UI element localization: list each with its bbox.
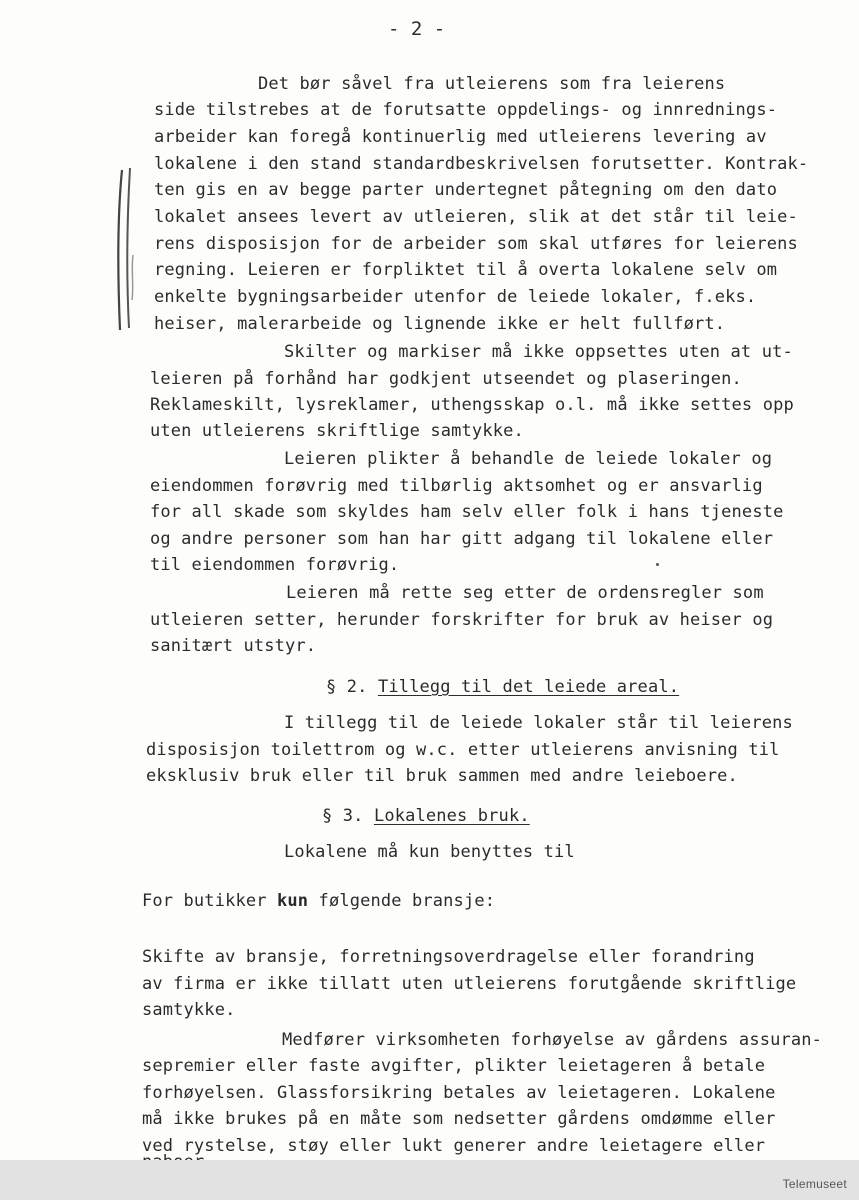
- page-number: - 2 -: [388, 18, 446, 40]
- para3-line-5: til eiendommen forøvrig.: [150, 555, 400, 575]
- speck: [656, 563, 659, 566]
- para1-line-9: enkelte bygningsarbeider utenfor de leiede lokaler, f.eks.: [154, 287, 757, 307]
- section-2-title: Tillegg til det leiede areal.: [377, 677, 680, 697]
- para6-line-1: Skifte av bransje, forretningsoverdragelse eller forandring: [142, 947, 755, 967]
- para5-line-2: disposisjon toilettrom og w.c. etter utleierens anvisning til: [146, 740, 780, 760]
- branch-bold: kun: [277, 891, 309, 911]
- section-3-heading: [322, 806, 530, 826]
- para3-line-3: for all skade som skyldes ham selv eller folk i hans tjeneste: [150, 502, 784, 522]
- para4-line-1: Leieren må rette seg etter de ordensregler som: [286, 583, 764, 603]
- para1-line-6: lokalet ansees levert av utleieren, slik at det står til leie-: [154, 207, 798, 227]
- para6-line-3: samtykke.: [142, 1000, 236, 1020]
- para2-line-1: Skilter og markiser må ikke oppsettes uten at ut-: [284, 342, 793, 362]
- para7-line-2: sepremier eller faste avgifter, plikter leietageren å betale: [142, 1056, 766, 1076]
- para2-line-3: Reklameskilt, lysreklamer, uthengsskap o.l. må ikke settes opp: [150, 395, 794, 415]
- para1-line-10: heiser, malerarbeide og lignende ikke er helt fullført.: [154, 314, 726, 334]
- para1-line-7: rens disposisjon for de arbeider som skal utføres for leierens: [154, 234, 798, 254]
- section-3-number: § 3.: [322, 806, 364, 826]
- para1-line-1: Det bør såvel fra utleierens som fra leierens: [258, 74, 726, 94]
- para7-line-1: Medfører virksomheten forhøyelse av gårdens assuran-: [282, 1030, 823, 1050]
- para6-line-2: av firma er ikke tillatt uten utleierens forutgående skriftlige: [142, 974, 797, 994]
- section-2-number: § 2.: [326, 677, 368, 697]
- branch-line: [142, 891, 495, 911]
- para4-line-3: sanitært utstyr.: [150, 636, 317, 656]
- handwritten-margin-mark: [112, 160, 142, 340]
- para7-line-4: må ikke brukes på en måte som nedsetter gårdens omdømme eller: [142, 1109, 776, 1129]
- para4-line-2: utleieren setter, herunder forskrifter for bruk av heiser og: [150, 610, 774, 630]
- para1-line-4: lokalene i den stand standardbeskrivelsen forutsetter. Kontrak-: [154, 154, 809, 174]
- para1-line-3: arbeider kan foregå kontinuerlig med utleierens levering av: [154, 127, 767, 147]
- para2-line-2: leieren på forhånd har godkjent utseendet og plaseringen.: [150, 369, 742, 389]
- para2-line-4: uten utleierens skriftlige samtykke.: [150, 421, 524, 441]
- branch-prefix: For butikker: [142, 891, 278, 911]
- para3-line-1: Leieren plikter å behandle de leiede lokaler og: [284, 449, 773, 469]
- section-2-heading: [326, 677, 679, 697]
- archive-footer-bar: [0, 1160, 859, 1200]
- para7-line-3: forhøyelsen. Glassforsikring betales av leietageren. Lokalene: [142, 1083, 776, 1103]
- usage-line: Lokalene må kun benyttes til: [284, 842, 575, 862]
- para7-line-5: ved rystelse, støy eller lukt generer andre leietagere eller: [142, 1136, 766, 1156]
- para3-line-2: eiendommen forøvrig med tilbørlig aktsomhet og er ansvarlig: [150, 476, 763, 496]
- branch-suffix: følgende bransje:: [308, 891, 496, 911]
- para3-line-4: og andre personer som han har gitt adgang til lokalene eller: [150, 529, 774, 549]
- para7-line-6-cut: [142, 1152, 215, 1160]
- section-3-title: Lokalenes bruk.: [373, 806, 530, 826]
- para1-line-2: side tilstrebes at de forutsatte oppdelings- og innrednings-: [154, 100, 778, 120]
- archive-label: Telemuseet: [782, 1177, 847, 1191]
- para5-line-1: I tillegg til de leiede lokaler står til leierens: [284, 713, 793, 733]
- para1-line-8: regning. Leieren er forpliktet til å overta lokalene selv om: [154, 260, 778, 280]
- para1-line-5: ten gis en av begge parter undertegnet påtegning om den dato: [154, 180, 778, 200]
- para5-line-3: eksklusiv bruk eller til bruk sammen med andre leieboere.: [146, 766, 738, 786]
